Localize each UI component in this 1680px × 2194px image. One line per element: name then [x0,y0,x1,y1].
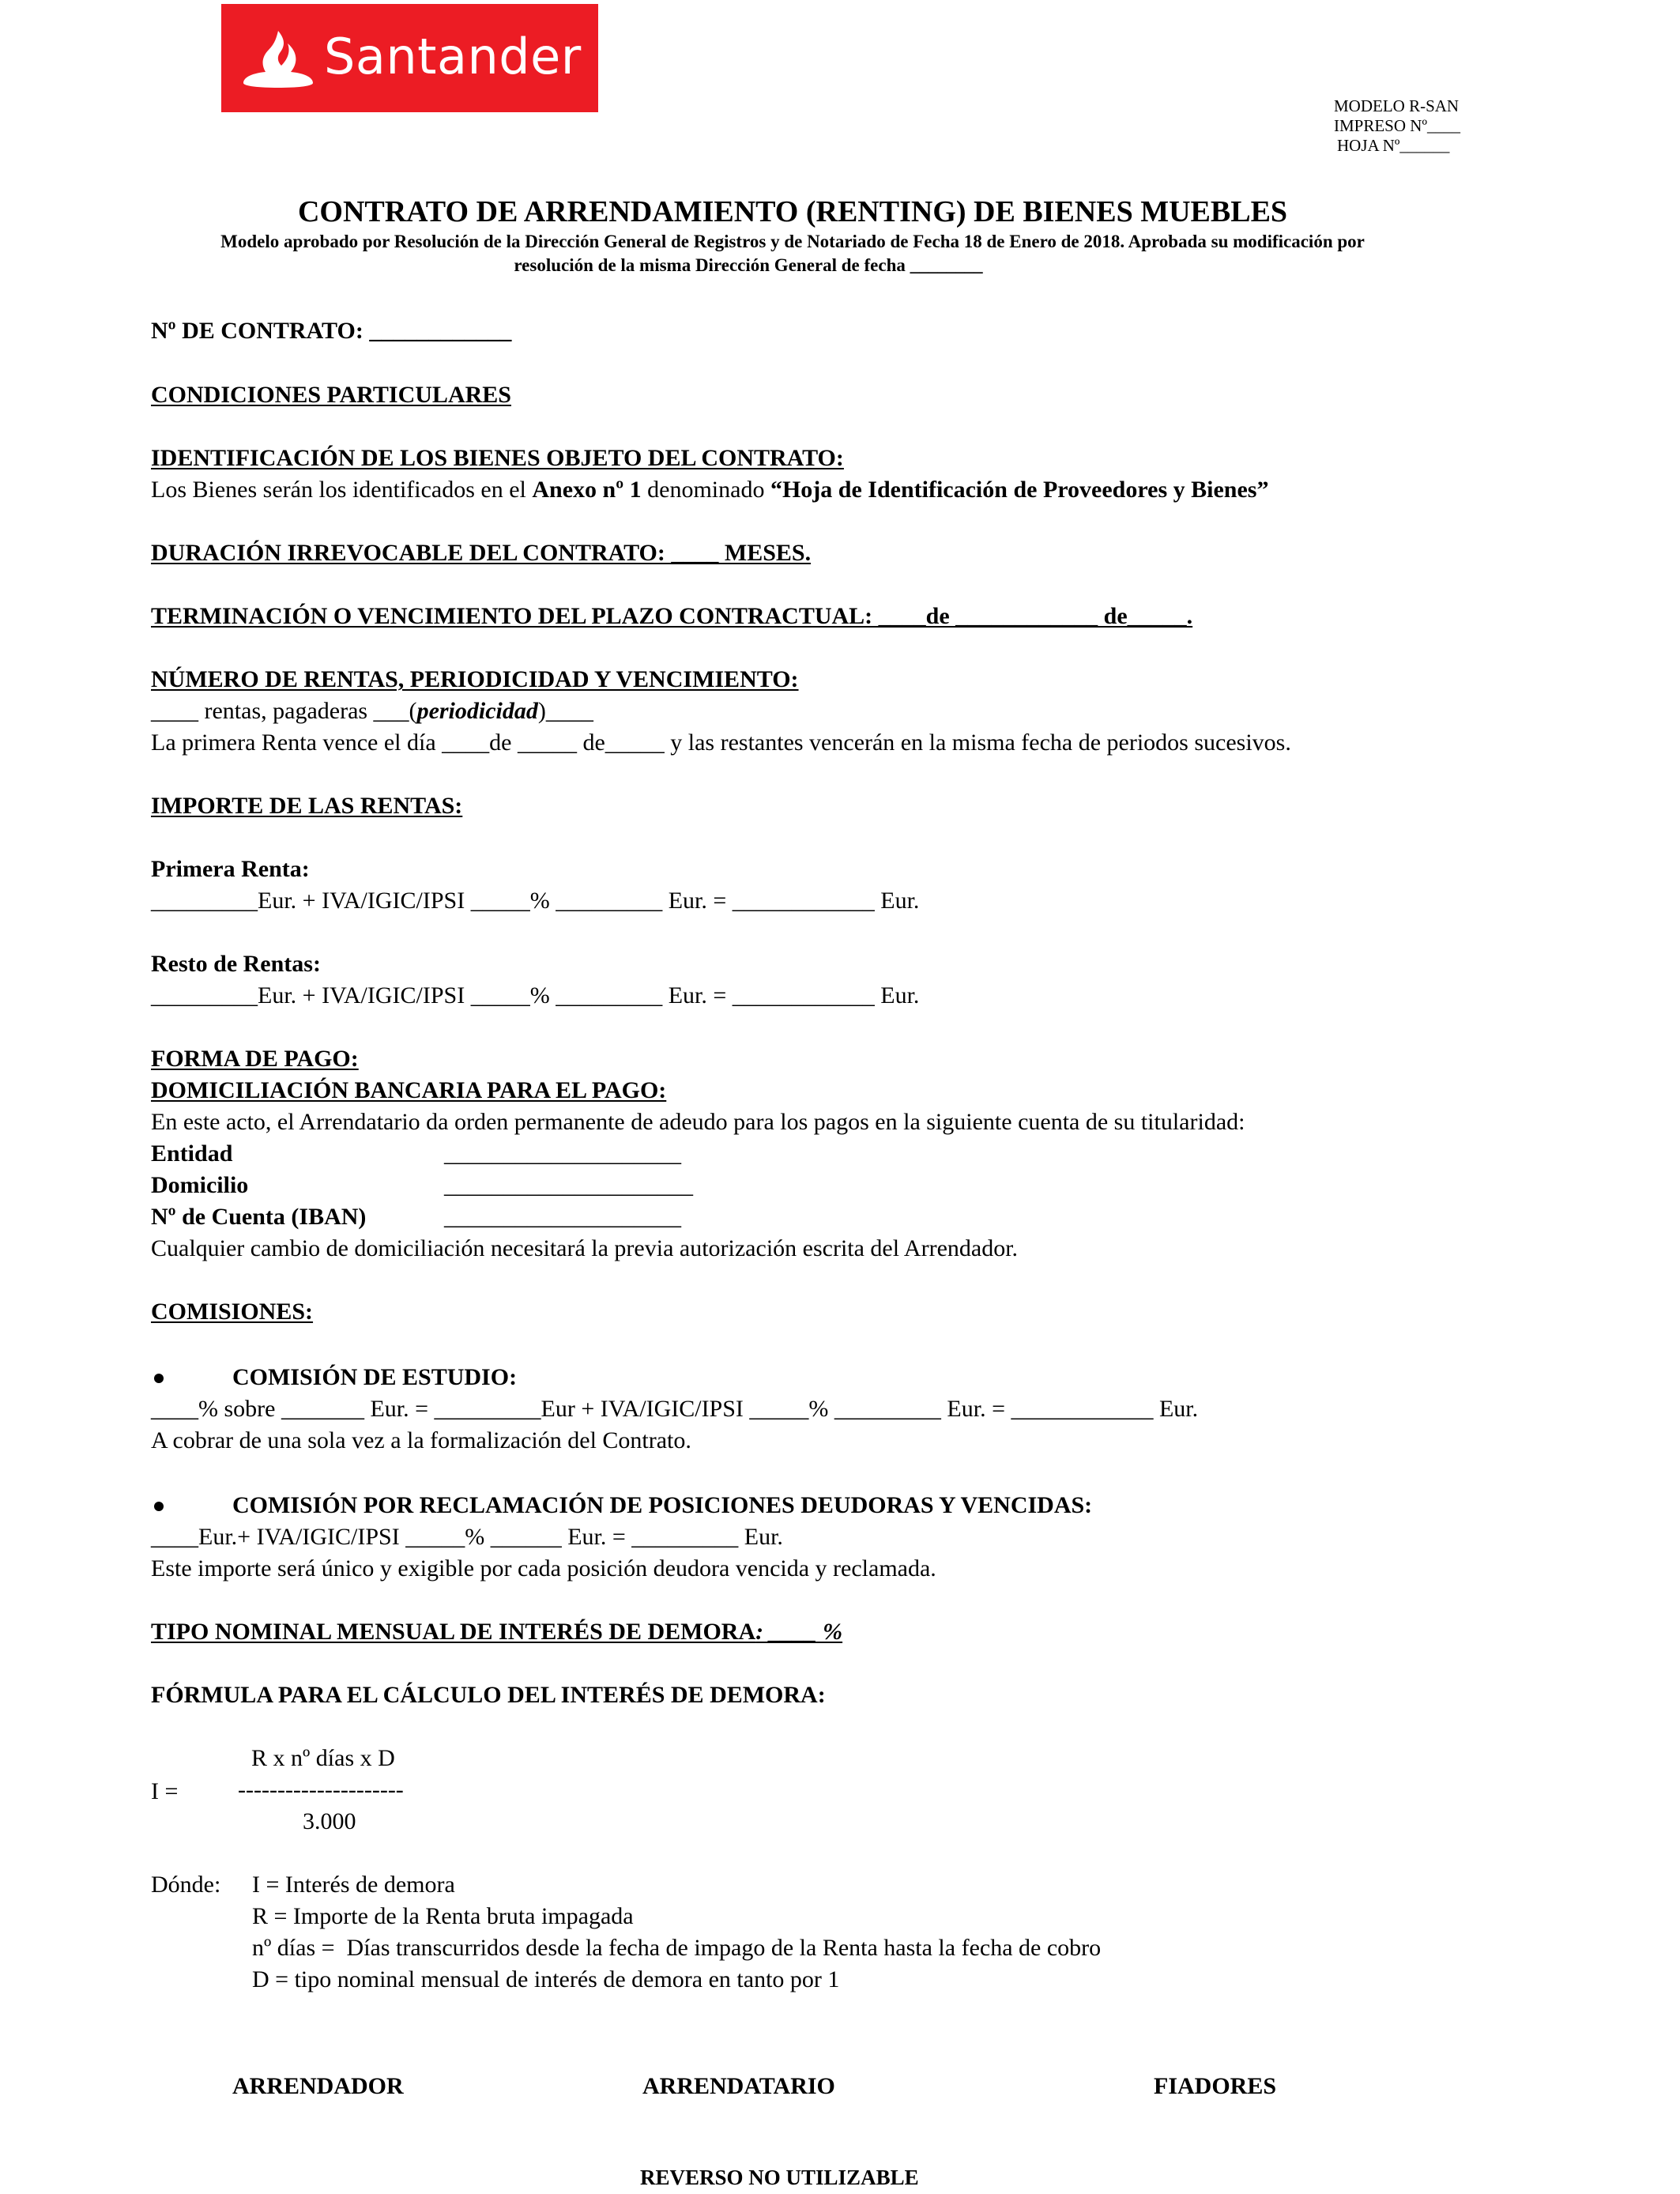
identificacion-text: Los Bienes serán los identificados en el Anexo nº 1 denominado “Hoja de Identificación de Proveedores y Bienes” [151,477,1269,503]
comision-reclamacion-line: ____Eur.+ IVA/IGIC/IPSI _____% ______ Eur. = _________ Eur. [151,1524,783,1550]
tipo-nominal-line: TIPO NOMINAL MENSUAL DE INTERÉS DE DEMORA: ____ % [151,1619,843,1645]
comision-reclamacion-heading: COMISIÓN POR RECLAMACIÓN DE POSICIONES DEUDORAS Y VENCIDAS: [232,1492,1093,1518]
terminacion-heading: TERMINACIÓN O VENCIMIENTO DEL PLAZO CONTRACTUAL: ____de ____________ de_____. [151,603,1193,629]
bullet-icon [154,1502,164,1511]
numero-rentas-heading: NÚMERO DE RENTAS, PERIODICIDAD Y VENCIMIENTO: [151,666,799,692]
primera-renta-line: _________Eur. + IVA/IGIC/IPSI _____% _________ Eur. = ____________ Eur. [151,888,920,914]
domicilio-field: _____________________ [444,1172,693,1198]
definition-d: D = tipo nominal mensual de interés de demora en tanto por 1 [252,1966,840,1992]
comision-reclamacion-note: Este importe será único y exigible por cada posición deudora vencida y reclamada. [151,1555,936,1581]
comisiones-heading: COMISIONES: [151,1299,314,1325]
cuenta-field: ____________________ [444,1204,681,1230]
cuenta-label: Nº de Cuenta (IBAN) [151,1204,367,1230]
santander-logo [221,4,598,112]
signature-arrendador: ARRENDADOR [232,2073,404,2099]
definition-dias: nº días = Días transcurridos desde la fecha de impago de la Renta hasta la fecha de cobro [252,1935,1102,1961]
modelo-label: MODELO R-SAN [1334,96,1460,115]
subtitle-line-2: resolución de la misma Dirección General de fecha ________ [514,255,983,275]
flame-icon [242,28,315,88]
rentas-periodicidad-line: ____ rentas, pagaderas ___(periodicidad)____ [151,698,593,724]
formula-heading: FÓRMULA PARA EL CÁLCULO DEL INTERÉS DE DEMORA: [151,1682,826,1708]
footer-note: REVERSO NO UTILIZABLE [640,2166,919,2189]
impreso-label: IMPRESO Nº____ [1334,116,1460,135]
subtitle-line-1: Modelo aprobado por Resolución de la Dirección General de Registros y de Notariado de Fecha 18 de Enero de 2018. Aprobada su modificación por [220,232,1365,251]
domiciliacion-intro: En este acto, el Arrendatario da orden permanente de adeudo para los pagos en la siguiente cuenta de su titularidad: [151,1109,1245,1135]
comision-estudio-note: A cobrar de una sola vez a la formalización del Contrato. [151,1427,691,1453]
comision-estudio-line: ____% sobre _______ Eur. = _________Eur + IVA/IGIC/IPSI _____% _________ Eur. = ____________ Eur. [151,1396,1199,1422]
domiciliacion-heading: DOMICILIACIÓN BANCARIA PARA EL PAGO: [151,1077,667,1103]
duracion-heading: DURACIÓN IRREVOCABLE DEL CONTRATO: ____ MESES. [151,540,812,566]
condiciones-heading: CONDICIONES PARTICULARES [151,382,511,408]
bullet-icon [154,1374,164,1383]
entidad-label: Entidad [151,1140,233,1167]
formula-fraction-bar: --------------------- [238,1777,404,1803]
forma-pago-heading: FORMA DE PAGO: [151,1046,359,1072]
domiciliacion-note: Cualquier cambio de domiciliación necesitará la previa autorización escrita del Arrendador. [151,1235,1019,1261]
primera-renta-label: Primera Renta: [151,856,310,882]
formula-lhs: I = [151,1778,179,1804]
contract-number: Nº DE CONTRATO: ____________ [151,318,512,344]
identificacion-heading: IDENTIFICACIÓN DE LOS BIENES OBJETO DEL CONTRATO: [151,445,844,471]
domicilio-label: Domicilio [151,1172,249,1198]
definition-r: R = Importe de la Renta bruta impagada [252,1903,634,1929]
logo-wordmark: Santander [324,28,582,85]
entidad-field: ____________________ [444,1140,681,1167]
formula-numerator: R x nº días x D [251,1745,395,1771]
signature-fiadores: FIADORES [1154,2073,1277,2099]
formula-denominator: 3.000 [303,1808,356,1834]
comision-estudio-heading: COMISIÓN DE ESTUDIO: [232,1364,518,1390]
importe-heading: IMPORTE DE LAS RENTAS: [151,793,463,819]
page-title: CONTRATO DE ARRENDAMIENTO (RENTING) DE BIENES MUEBLES [297,195,1288,228]
definition-i: I = Interés de demora [252,1872,455,1898]
signature-arrendatario: ARRENDATARIO [642,2073,835,2099]
primera-renta-vence-line: La primera Renta vence el día ____de _____ de_____ y las restantes vencerán en la misma fecha de periodos sucesivos. [151,729,1291,756]
hoja-label: HOJA Nº______ [1337,136,1450,155]
resto-rentas-line: _________Eur. + IVA/IGIC/IPSI _____% _________ Eur. = ____________ Eur. [151,982,920,1008]
donde-label: Dónde: [151,1872,221,1898]
resto-rentas-label: Resto de Rentas: [151,951,321,977]
